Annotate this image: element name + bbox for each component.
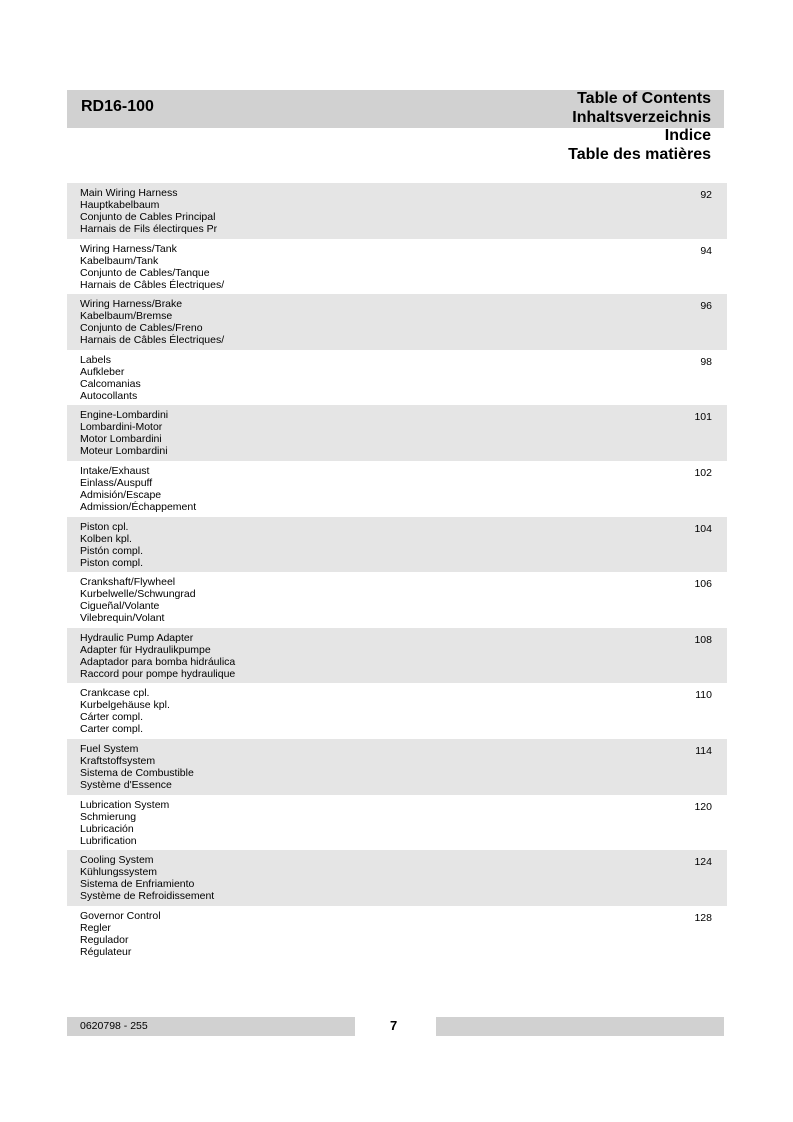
- toc-entry[interactable]: [67, 628, 727, 684]
- toc-entry-page: 104: [694, 522, 712, 535]
- toc-entry-line: Système de Refroidissement: [80, 890, 215, 903]
- toc-entry[interactable]: [67, 350, 727, 406]
- toc-entry-titles: [80, 743, 194, 791]
- toc-entry-titles: [80, 298, 224, 346]
- toc-entry-page: 124: [694, 856, 712, 869]
- toc-entry-line: Aufkleber: [80, 365, 125, 378]
- toc-entry-titles: [80, 799, 169, 847]
- toc-entry-page: 128: [694, 911, 712, 924]
- toc-entry-page: 120: [694, 800, 712, 813]
- toc-list: [67, 183, 727, 961]
- toc-title-es: Indice: [664, 127, 711, 144]
- toc-entry-line: Kühlungssystem: [80, 866, 158, 879]
- toc-entry-titles: [80, 854, 214, 902]
- toc-entry-titles: [80, 354, 141, 402]
- toc-title-en: Table of Contents: [577, 90, 711, 107]
- toc-entry-line: Calcomanias: [80, 377, 141, 390]
- toc-entry-line: Regulador: [80, 933, 129, 946]
- toc-entry-line: Régulateur: [80, 945, 132, 958]
- toc-entry-line: Pistón compl.: [80, 544, 144, 557]
- toc-entry-line: Cárter compl.: [80, 711, 144, 724]
- toc-entry[interactable]: [67, 572, 727, 628]
- toc-entry-line: Kurbelgehäuse kpl.: [80, 699, 170, 712]
- footer-right-bar: [436, 1017, 724, 1036]
- toc-entry-line: Système d'Essence: [80, 778, 172, 791]
- toc-entry-line: Hauptkabelbaum: [80, 199, 160, 211]
- toc-entry-line: Piston compl.: [80, 556, 144, 569]
- toc-title-de: Inhaltsverzeichnis: [572, 108, 711, 126]
- toc-entry-line: Sistema de Enfriamiento: [80, 878, 195, 891]
- toc-entry-page: 110: [695, 689, 712, 702]
- toc-entry-line: Harnais de Câbles Électriques/: [80, 278, 225, 291]
- toc-entry[interactable]: [67, 906, 727, 962]
- toc-entry-line: Intake/Exhaust: [80, 464, 150, 477]
- toc-entry-line: Admisión/Escape: [80, 488, 162, 501]
- toc-entry-line: Fuel System: [80, 742, 139, 755]
- toc-entry-page: 96: [700, 300, 712, 313]
- toc-entry-line: Moteur Lombardini: [80, 445, 168, 458]
- toc-entry-line: Vilebrequin/Volant: [80, 612, 165, 625]
- toc-entry-line: Crankshaft/Flywheel: [80, 576, 176, 589]
- toc-entry-titles: [80, 465, 196, 513]
- toc-entry-line: Engine-Lombardini: [80, 409, 169, 422]
- toc-entry-titles: [80, 687, 170, 735]
- toc-entry-line: Crankcase cpl.: [80, 687, 150, 700]
- toc-titles: [568, 90, 711, 164]
- toc-entry-line: Conjunto de Cables/Freno: [80, 322, 203, 335]
- toc-entry[interactable]: [67, 461, 727, 517]
- toc-entry-titles: [80, 576, 196, 624]
- toc-entry-line: Piston cpl.: [80, 520, 129, 533]
- toc-entry-titles: [80, 409, 168, 457]
- toc-entry[interactable]: [67, 850, 727, 906]
- toc-entry-line: Lubrication System: [80, 798, 170, 811]
- toc-entry-line: Conjunto de Cables/Tanque: [80, 266, 210, 279]
- toc-entry-line: Main Wiring Harness: [80, 187, 178, 199]
- toc-entry-line: Kolben kpl.: [80, 532, 132, 545]
- toc-entry-page: 108: [694, 633, 712, 646]
- toc-entry-line: Cigueñal/Volante: [80, 600, 160, 613]
- toc-entry-page: 98: [700, 355, 712, 368]
- toc-entry-line: Conjunto de Cables Principal: [80, 211, 216, 223]
- page-number: 7: [390, 1018, 398, 1033]
- toc-entry-line: Harnais de Fils électirques Pr: [80, 223, 218, 235]
- toc-entry-line: Harnais de Câbles Électriques/: [80, 334, 225, 347]
- toc-entry-line: Einlass/Auspuff: [80, 476, 153, 489]
- model-title: RD16-100: [81, 98, 154, 115]
- toc-entry[interactable]: [67, 405, 727, 461]
- toc-entry-line: Wiring Harness/Brake: [80, 298, 183, 311]
- toc-entry-line: Admission/Échappement: [80, 500, 197, 513]
- toc-entry-line: Motor Lombardini: [80, 433, 162, 446]
- toc-entry-page: 94: [700, 244, 712, 257]
- toc-entry-line: Cooling System: [80, 854, 154, 867]
- toc-entry-line: Governor Control: [80, 909, 161, 922]
- toc-entry[interactable]: [67, 294, 727, 350]
- toc-entry-titles: [80, 521, 143, 569]
- toc-entry-titles: [80, 632, 235, 680]
- toc-entry-line: Adaptador para bomba hidráulica: [80, 655, 236, 668]
- toc-entry-line: Labels: [80, 353, 111, 366]
- toc-entry[interactable]: [67, 683, 727, 739]
- toc-entry[interactable]: [67, 795, 727, 851]
- toc-entry-line: Lubricación: [80, 822, 134, 835]
- toc-entry-line: Regler: [80, 921, 111, 934]
- toc-entry-titles: [80, 243, 224, 291]
- toc-entry-line: Sistema de Combustible: [80, 766, 194, 779]
- toc-entry-page: 102: [694, 466, 712, 479]
- toc-entry-page: 101: [694, 411, 712, 424]
- toc-entry-line: Hydraulic Pump Adapter: [80, 631, 194, 644]
- toc-entry-line: Schmierung: [80, 810, 137, 823]
- doc-number: 0620798 - 255: [80, 1020, 148, 1032]
- toc-entry[interactable]: [67, 739, 727, 795]
- toc-title-fr: Table des matières: [568, 145, 711, 163]
- toc-entry-titles: [80, 187, 217, 235]
- toc-entry-titles: [80, 910, 161, 958]
- toc-entry-page: 114: [695, 744, 712, 757]
- toc-entry-page: 106: [694, 578, 712, 591]
- toc-entry-line: Kabelbaum/Tank: [80, 254, 159, 267]
- toc-entry[interactable]: [67, 183, 727, 239]
- toc-entry[interactable]: [67, 517, 727, 573]
- toc-entry-line: Carter compl.: [80, 723, 144, 736]
- toc-entry-line: Lubrification: [80, 834, 137, 847]
- toc-entry-line: Adapter für Hydraulikpumpe: [80, 643, 211, 656]
- toc-entry-line: Wiring Harness/Tank: [80, 242, 177, 255]
- toc-entry-line: Kabelbaum/Bremse: [80, 310, 173, 323]
- toc-entry[interactable]: [67, 239, 727, 295]
- toc-entry-line: Kraftstoffsystem: [80, 754, 156, 767]
- toc-entry-line: Autocollants: [80, 389, 138, 402]
- toc-entry-line: Lombardini-Motor: [80, 421, 163, 434]
- toc-entry-page: 92: [700, 189, 712, 201]
- toc-entry-line: Kurbelwelle/Schwungrad: [80, 588, 196, 601]
- toc-entry-line: Raccord pour pompe hydraulique: [80, 667, 236, 680]
